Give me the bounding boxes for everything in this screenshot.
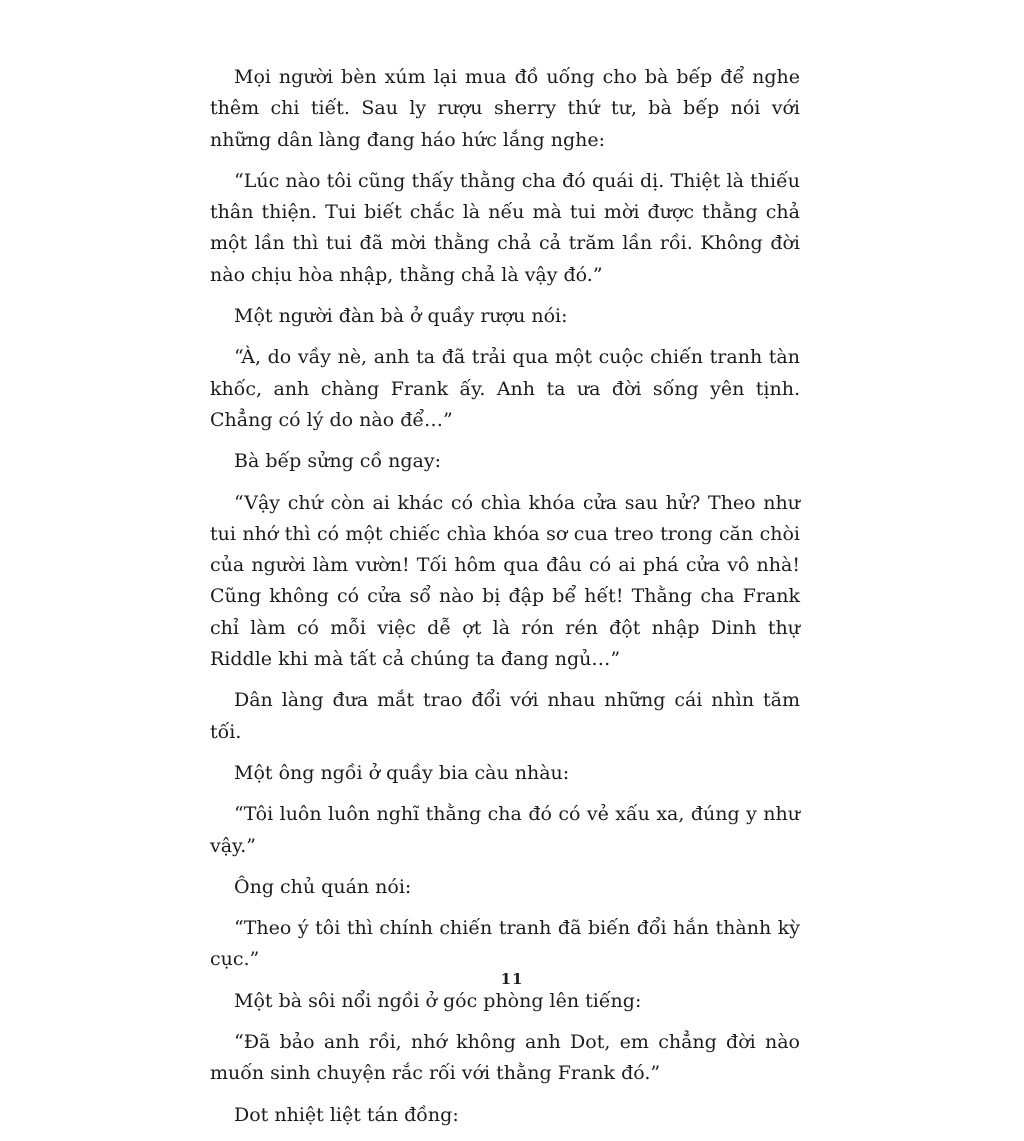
paragraph: “À, do vầy nè, anh ta đã trải qua một cuộc chiến tranh tàn khốc, anh chàng Frank ấy. Anh ta ưa đời sống yên tịnh. Chẳng có lý do nào để…”: [210, 346, 800, 431]
page-number: 11: [500, 970, 524, 988]
paragraph: “Lúc nào tôi cũng thấy thằng cha đó quái dị. Thiệt là thiếu thân thiện. Tui biết chắc là nếu mà tui mời được thằng chả một lần thì tui đã mời thằng chả cả trăm lần rồi. Không đời nào chịu hòa nhập, thằng chả là vậy đó.”: [210, 169, 800, 286]
paragraph: Dot nhiệt liệt tán đồng:: [234, 1103, 459, 1126]
paragraph: Mọi người bèn xúm lại mua đồ uống cho bà bếp để nghe thêm chi tiết. Sau ly rượu sherry thứ tư, bà bếp nói với những dân làng đang háo hức lắng nghe:: [210, 66, 800, 151]
paragraph: “Vậy chứ còn ai khác có chìa khóa cửa sau hử? Theo như tui nhớ thì có một chiếc chìa khóa sơ cua treo trong căn chòi của người làm vườn! Tối hôm qua đâu có ai phá cửa vô nhà! Cũng không có cửa sổ nào bị đập bể hết! Thằng cha Frank chỉ làm có mỗi việc dễ ợt là rón rén đột nhập Dinh thự Riddle khi mà tất cả chúng ta đang ngủ…”: [210, 491, 800, 671]
paragraph: Một ông ngồi ở quầy bia càu nhàu:: [234, 761, 570, 784]
paragraph: Một người đàn bà ở quầy rượu nói:: [234, 305, 568, 328]
paragraph: Dân làng đưa mắt trao đổi với nhau những cái nhìn tăm tối.: [210, 689, 800, 743]
paragraph: Một bà sôi nổi ngồi ở góc phòng lên tiếng:: [234, 989, 642, 1012]
paragraph: “Đã bảo anh rồi, nhớ không anh Dot, em chẳng đời nào muốn sinh chuyện rắc rối với thằng Frank đó.”: [210, 1031, 800, 1085]
paragraph: Bà bếp sửng cồ ngay:: [234, 450, 441, 473]
paragraph: “Theo ý tôi thì chính chiến tranh đã biến đổi hắn thành kỳ cục.”: [210, 917, 800, 971]
paragraph: “Tôi luôn luôn nghĩ thằng cha đó có vẻ xấu xa, đúng y như vậy.”: [210, 803, 800, 857]
paragraph: Ông chủ quán nói:: [234, 875, 412, 898]
